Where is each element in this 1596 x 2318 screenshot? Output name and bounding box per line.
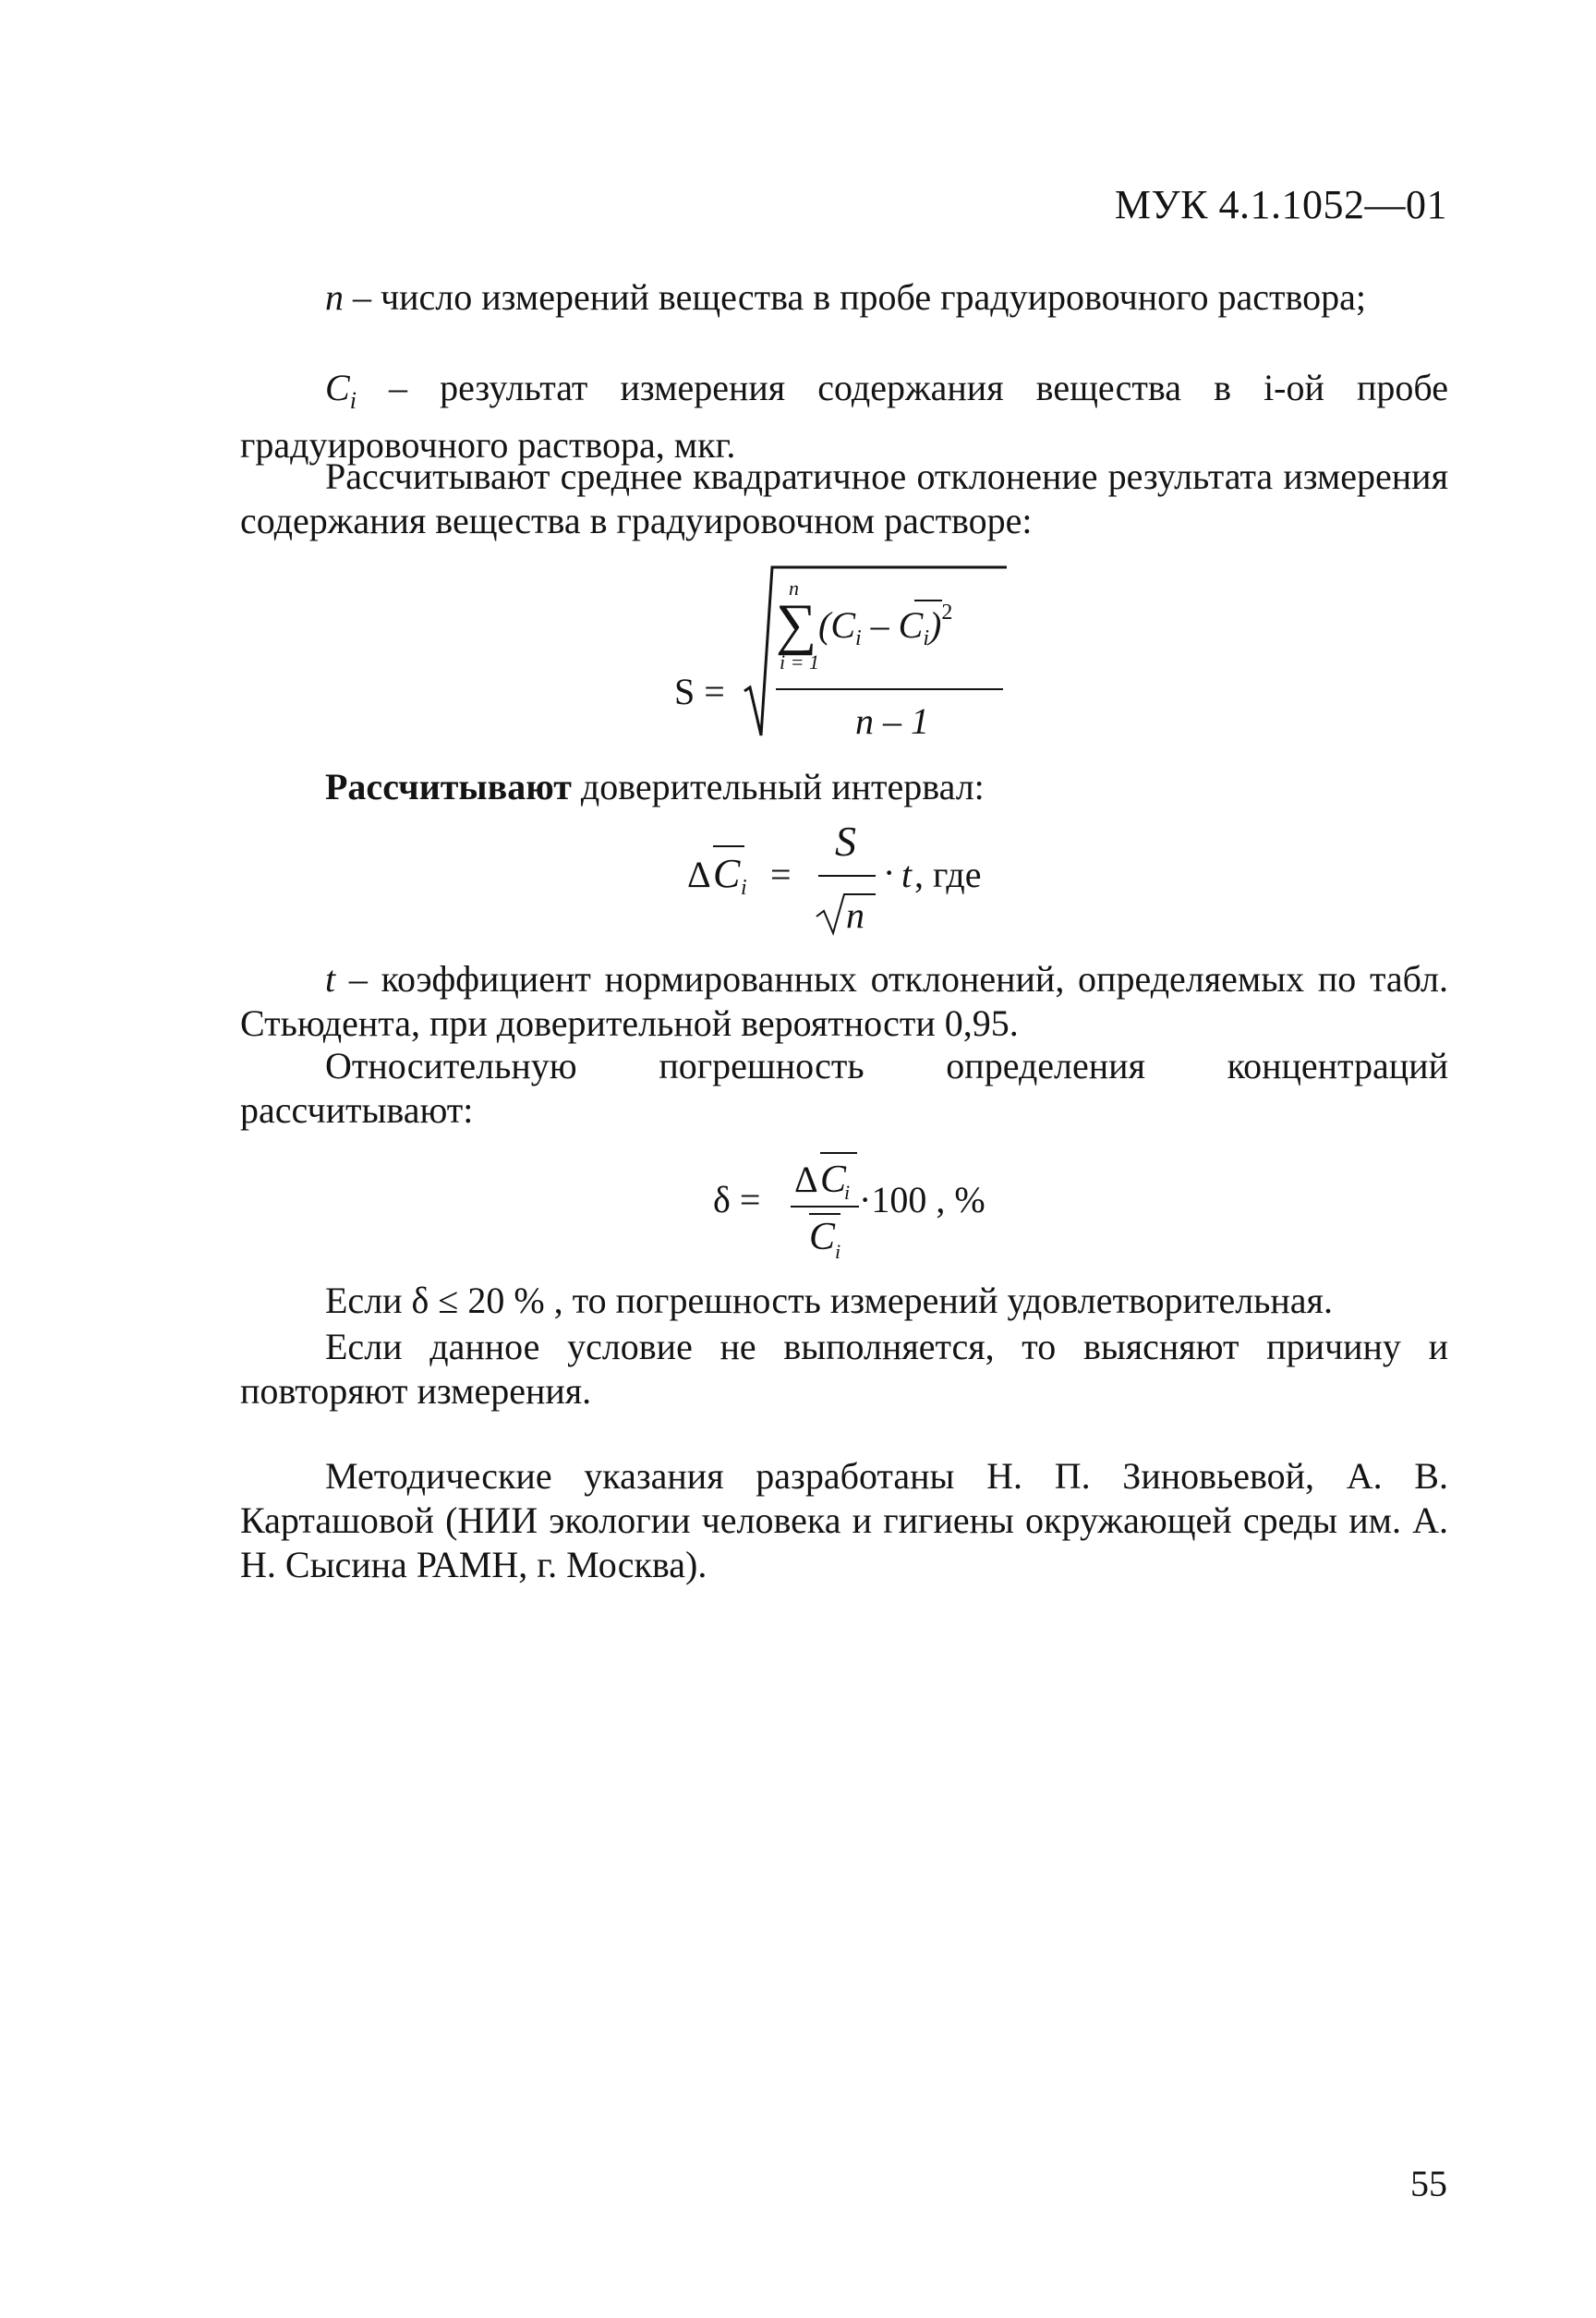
ci-tail: , где (914, 854, 982, 895)
var-t: t (325, 958, 336, 1000)
paragraph-n-definition: n – число измерений вещества в пробе градуировочного раствора; (325, 276, 1366, 318)
formula-s-denominator: n – 1 (855, 700, 929, 742)
den-sub: i (835, 1240, 841, 1263)
den-var: C (809, 1216, 836, 1258)
delta-lhs: δ = (713, 1179, 761, 1220)
num-var: C (820, 1159, 847, 1201)
num-sub: i (844, 1181, 851, 1204)
sum-lower-limit: i = 1 (780, 650, 819, 674)
ci-sub: i (741, 876, 747, 900)
ci-numerator: S (835, 819, 856, 865)
num-delta: Δ (794, 1159, 818, 1200)
var-c: C (325, 367, 350, 408)
sum-upper-limit: n (789, 576, 799, 600)
paragraph-ci-definition: $C_i$ – результат измерения содержания вещества в i-ой пробе градуировочного раствора, мкг. (240, 367, 1448, 466)
paragraph-condition: Если δ ≤ 20 % , то погрешность измерений удовлетворительная. (325, 1280, 1333, 1321)
ci-mult: · (883, 852, 896, 893)
paragraph-std-deviation: Рассчитывают среднее квадратичное отклонение результата измерения содержания вещества в градуировочном растворе: (240, 455, 1448, 541)
paragraph-authors: Методические указания разработаны Н. П. Зиновьевой, А. В. Карташовой (НИИ экологии человека и гигиены окружающей среды им. А. Н. Сысина РАМН, г. Москва). (240, 1455, 1448, 1585)
paragraph-repeat: Если данное условие не выполняется, то выясняют причину и повторяют измерения. (240, 1326, 1448, 1412)
formula-confidence-interval (680, 819, 1012, 943)
page-number: 55 (1410, 2163, 1447, 2204)
delta-tail: ·100 , % (859, 1179, 985, 1220)
numerator-ci: $(C_i - C_i)^2$ (818, 601, 953, 650)
paragraph-t-definition: t – коэффициент нормированных отклонений, определяемых по табл. Стьюдента, при доверительной вероятности 0,95. (240, 958, 1448, 1044)
formula-s-lhs: S = (674, 671, 725, 712)
ci-denominator: n (846, 894, 864, 936)
sigma-sign: ∑ (776, 593, 817, 656)
ci-var: C (713, 851, 741, 896)
formula-standard-deviation (665, 552, 1016, 751)
paragraph-relative-error: Относительную погрешность определения концентраций рассчитывают: (240, 1045, 1448, 1131)
ci-factor: t (901, 854, 913, 895)
ci-equals: = (770, 854, 792, 895)
document-code-header: МУК 4.1.1052—01 (1114, 182, 1447, 227)
delta-symbol: Δ (687, 854, 711, 895)
formula-relative-error (706, 1140, 1020, 1274)
paragraph-confidence-interval: Рассчитывают доверительный интервал: (325, 766, 985, 807)
var-n: n (325, 276, 344, 318)
